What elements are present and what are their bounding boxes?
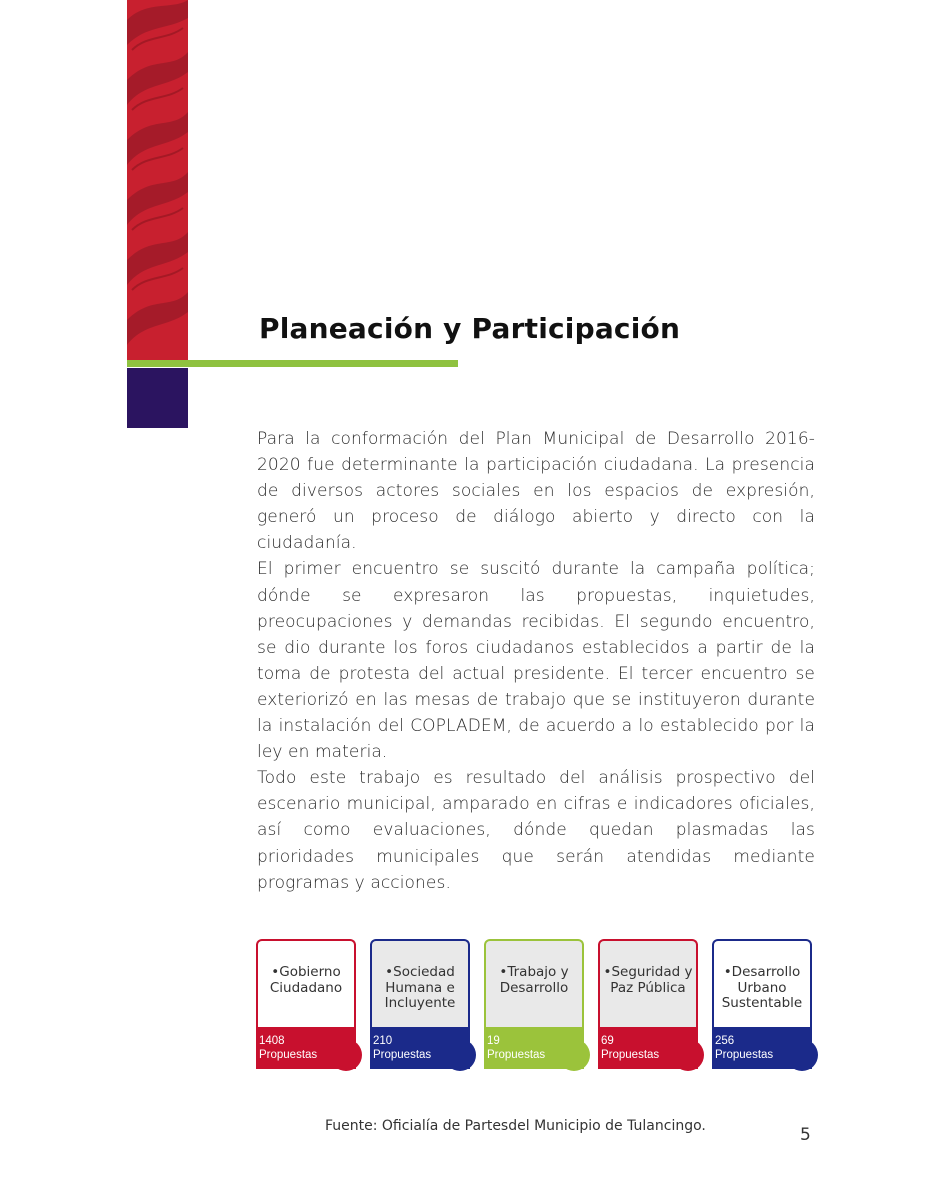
card-label-line: •Sociedad (385, 964, 455, 980)
card-footer (598, 1027, 698, 1069)
card-category-label (260, 965, 352, 996)
paragraph: Para la conformación del Plan Municipal de Desarrollo 2016-2020 fue determinante la participación ciudadana. La presencia de diversos actores sociales en los espacios de expresión, generó un proceso de diálogo abierto y directo con la ciudadanía. (257, 429, 815, 554)
paragraph: Todo este trabajo es resultado del análisis prospectivo del escenario municipal, amparado en cifras e indicadores oficiales, así como evaluaciones, dónde quedan plasmadas las prioridades municipales que serán atendidas mediante programas y acciones. (257, 768, 815, 893)
card-unit: Propuestas (715, 1049, 774, 1061)
proposal-card (370, 939, 470, 1069)
card-unit: Propuestas (373, 1049, 432, 1061)
card-label-line: •Gobierno (271, 964, 341, 980)
card-label-line: Sustentable (721, 995, 803, 1011)
proposal-cards (256, 939, 826, 1079)
body-text (257, 426, 815, 896)
card-count: 19 (487, 1035, 500, 1047)
card-category-label (374, 965, 466, 1012)
section-title: Planeación y Participación (259, 312, 681, 345)
card-footer (370, 1027, 470, 1069)
card-unit: Propuestas (487, 1049, 546, 1061)
proposal-card (598, 939, 698, 1069)
card-unit: Propuestas (601, 1049, 660, 1061)
card-category-label (488, 965, 580, 996)
title-underline-rule (127, 360, 458, 367)
card-label-line: Desarrollo (499, 979, 569, 996)
page-number: 5 (800, 1125, 811, 1145)
card-label-line: Paz Pública (610, 979, 686, 996)
proposal-card (256, 939, 356, 1069)
card-unit: Propuestas (259, 1049, 318, 1061)
card-count: 256 (715, 1035, 735, 1047)
proposal-card (484, 939, 584, 1069)
card-label-line: •Trabajo y (499, 964, 569, 980)
purple-block (127, 368, 188, 428)
card-footer (712, 1027, 812, 1069)
card-label-line: Urbano (737, 979, 787, 996)
proposal-card (712, 939, 812, 1069)
card-category-label (716, 965, 808, 1012)
card-category-label (602, 965, 694, 996)
red-pattern-graphic (127, 0, 188, 360)
card-count: 1408 (259, 1035, 285, 1047)
card-count: 69 (601, 1035, 614, 1047)
card-footer (484, 1027, 584, 1069)
card-label-line: •Seguridad y (603, 964, 693, 980)
card-label-line: Incluyente (384, 995, 456, 1011)
card-label-line: Humana e (385, 979, 455, 996)
card-label-line: •Desarrollo (723, 964, 801, 980)
card-label-line: Ciudadano (269, 979, 343, 996)
card-footer (256, 1027, 356, 1069)
card-count: 210 (373, 1035, 393, 1047)
paragraph: El primer encuentro se suscitó durante la campaña política; dónde se expresaron las propuestas, inquietudes, preocupaciones y demandas recibidas. El segundo encuentro, se dio durante los foros ciudadanos establecidos a partir de la toma de protesta del actual presidente. El tercer encuentro se exteriorizó en las mesas de trabajo que se instituyeron durante la instalación del COPLADEM, de acuerdo a lo establecido por la ley en materia. (257, 559, 815, 763)
source-note: Fuente: Oficialía de Partesdel Municipio de Tulancingo. (325, 1118, 706, 1134)
